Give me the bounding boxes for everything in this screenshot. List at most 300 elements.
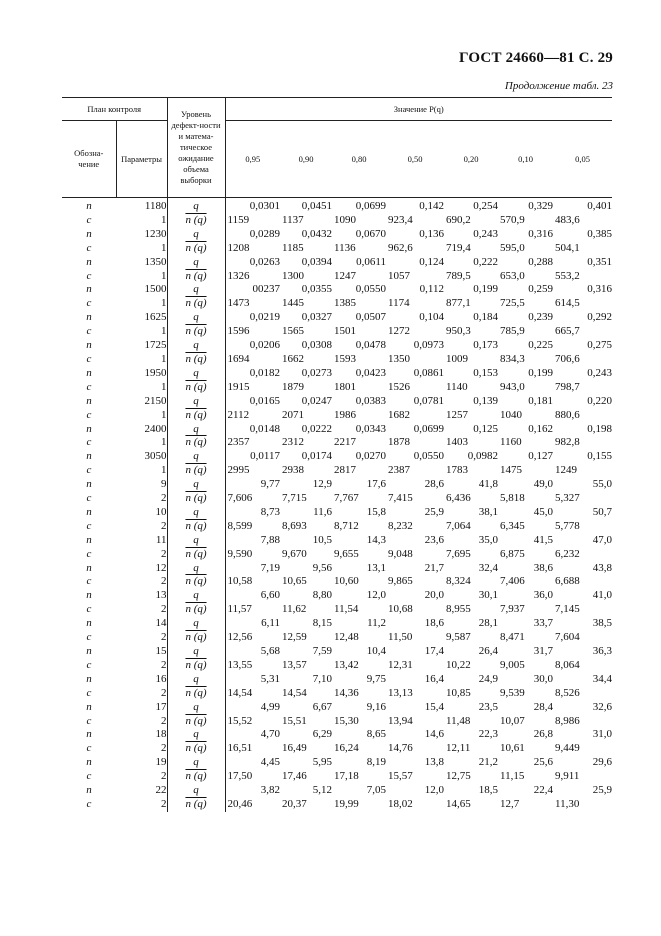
table-row (62, 756, 612, 770)
level-symbol: q (193, 366, 199, 379)
value-cell: 11,30 (555, 797, 580, 810)
designation-cell: n (86, 422, 92, 435)
value-cell: 24,9 (478, 672, 498, 685)
level-symbol: n (q) (185, 352, 207, 365)
value-cell: 9,449 (555, 742, 580, 755)
value-cell: 504,1 (555, 241, 580, 254)
value-cell: 7,767 (334, 492, 359, 505)
designation-cell: c (86, 464, 92, 477)
level-symbol: n (q) (185, 325, 207, 338)
value-cell: 6,232 (555, 547, 580, 560)
level-cell (167, 562, 225, 576)
parameter-cell: 1 (116, 464, 167, 478)
value-cell: 1247 (334, 269, 356, 282)
value-cell: 0,316 (587, 283, 612, 296)
designation-cell: n (86, 450, 92, 463)
designation-cell: c (86, 408, 92, 421)
parameter-cell: 1 (116, 409, 167, 423)
designation-cell: n (86, 756, 92, 769)
value-cell: 17,46 (282, 770, 307, 783)
value-cell: 8,599 (227, 519, 253, 532)
table-header (62, 98, 612, 198)
level-symbol: q (193, 756, 199, 769)
probability-header: 0,80 (351, 153, 367, 164)
value-cell: 9,590 (227, 547, 253, 560)
value-cell: 0,0270 (355, 450, 386, 463)
value-cell: 29,6 (592, 756, 612, 769)
table-row (62, 548, 612, 562)
value-cell: 2357 (227, 436, 250, 449)
parameter-cell: 19 (116, 756, 167, 770)
value-cell: 11,57 (227, 603, 252, 616)
table-row (62, 728, 612, 742)
level-cell (167, 548, 225, 562)
parameter-cell: 11 (116, 534, 167, 548)
parameter-cell: 12 (116, 562, 167, 576)
designation-cell: n (86, 227, 92, 240)
value-cell: 0,125 (473, 422, 498, 435)
value-cell: 25,9 (592, 784, 612, 797)
value-cell: 0,155 (587, 450, 612, 463)
value-cell: 0,351 (587, 255, 612, 268)
level-cell (167, 534, 225, 548)
level-cell (167, 659, 225, 673)
level-symbol: n (q) (185, 213, 207, 226)
value-cell: 0,288 (528, 255, 553, 268)
value-cell: 7,606 (227, 492, 253, 505)
value-cell: 9,56 (312, 561, 332, 574)
value-cell: 0,0550 (355, 283, 386, 296)
designation-cell: n (86, 617, 92, 630)
value-cell: 0,173 (473, 339, 498, 352)
value-cell: 14,54 (282, 686, 307, 699)
value-cell: 11,15 (500, 770, 525, 783)
value-cell: 1249 (555, 464, 577, 477)
value-cell: 12,0 (366, 589, 386, 602)
value-cell: 8,15 (312, 617, 332, 630)
value-cell: 789,5 (446, 269, 471, 282)
value-cell: 0,0273 (301, 366, 332, 379)
level-symbol: q (193, 339, 199, 352)
parameter-cell: 1 (116, 381, 167, 395)
value-cell: 4,99 (260, 700, 280, 713)
table-row (62, 395, 612, 409)
value-cell: 1009 (446, 352, 468, 365)
value-cell: 0,0222 (301, 422, 332, 435)
level-cell (167, 242, 225, 256)
level-symbol: n (q) (185, 380, 207, 393)
probability-header: 0,95 (245, 153, 261, 164)
designation-cell: c (86, 714, 92, 727)
value-cell: 1174 (388, 297, 410, 310)
designation-cell: n (86, 784, 92, 797)
value-cell: 0,124 (419, 255, 444, 268)
value-cell: 12,9 (312, 478, 332, 491)
value-cell: 0,184 (473, 311, 498, 324)
value-cell: 10,68 (388, 603, 413, 616)
value-cell: 0,0174 (301, 450, 332, 463)
value-cell: 725,5 (500, 297, 525, 310)
value-cell: 28,1 (478, 617, 498, 630)
level-cell (167, 506, 225, 520)
value-cell: 16,51 (227, 742, 253, 755)
value-cell: 0,112 (419, 283, 444, 296)
value-cell: 25,6 (533, 756, 553, 769)
level-symbol: q (193, 394, 199, 407)
level-cell (167, 645, 225, 659)
table-row (62, 784, 612, 798)
value-cell: 1257 (446, 408, 468, 421)
value-cell: 1090 (334, 213, 356, 226)
value-cell: 0,239 (528, 311, 553, 324)
level-cell (167, 409, 225, 423)
value-cell: 2995 (227, 464, 250, 477)
value-cell: 7,604 (555, 631, 580, 644)
value-cell: 7,064 (446, 519, 471, 532)
parameter-cell: 1 (116, 270, 167, 284)
level-cell (167, 381, 225, 395)
value-cell: 10,07 (500, 714, 525, 727)
value-cell: 17,6 (366, 478, 386, 491)
level-cell (167, 297, 225, 311)
value-cell: 7,695 (446, 547, 471, 560)
designation-cell: n (86, 645, 92, 657)
value-cell: 1596 (227, 325, 250, 338)
value-cell: 0,0247 (301, 394, 332, 407)
parameter-cell: 2 (116, 687, 167, 701)
value-cell: 28,6 (424, 478, 444, 491)
value-cell: 34,4 (592, 672, 612, 685)
level-cell (167, 325, 225, 339)
value-cell: 16,49 (282, 742, 307, 755)
level-symbol: q (193, 589, 199, 602)
value-cell: 5,327 (555, 492, 580, 505)
parameter-cell: 1 (116, 325, 167, 339)
value-cell: 1403 (446, 436, 468, 449)
page-header: ГОСТ 24660—81 С. 29 (459, 50, 613, 66)
value-cell: 7,19 (260, 561, 280, 574)
value-cell: 1326 (227, 269, 250, 282)
value-cell: 6,436 (446, 492, 471, 505)
value-cell: 0,0206 (249, 339, 280, 352)
value-cell: 7,59 (312, 645, 332, 657)
value-cell: 17,50 (227, 770, 253, 783)
value-cell: 1986 (334, 408, 356, 421)
table-row (62, 409, 612, 423)
designation-cell: c (86, 352, 92, 365)
value-cell: 10,58 (227, 575, 253, 588)
value-cell: 8,80 (312, 589, 332, 602)
level-cell (167, 478, 225, 492)
level-cell (167, 450, 225, 464)
parameter-cell: 1350 (116, 256, 167, 270)
level-header: Уровень дефект-ности и матема-тическое ожидание объема выборки (167, 98, 225, 198)
value-cell: 1879 (282, 380, 304, 393)
value-cell: 2112 (227, 408, 250, 421)
value-cell: 25,9 (424, 505, 444, 518)
table-row (62, 478, 612, 492)
designation-cell: c (86, 297, 92, 310)
designation-cell: c (86, 241, 92, 254)
level-cell (167, 270, 225, 284)
parameter-cell: 15 (116, 645, 167, 659)
value-cell: 23,6 (424, 533, 444, 546)
parameter-cell: 2 (116, 492, 167, 506)
value-cell: 00237 (252, 283, 280, 296)
value-cell: 0,0611 (356, 255, 386, 268)
value-cell: 7,937 (500, 603, 525, 616)
value-cell: 11,62 (282, 603, 307, 616)
value-cell: 614,5 (555, 297, 580, 310)
value-cell: 1682 (388, 408, 410, 421)
value-cell: 880,6 (555, 408, 580, 421)
value-cell: 11,48 (446, 714, 471, 727)
value-cell: 0,139 (473, 394, 498, 407)
table-row (62, 450, 612, 464)
value-cell: 12,56 (227, 631, 253, 644)
level-cell (167, 395, 225, 409)
value-cell: 5,818 (500, 492, 525, 505)
parameter-cell: 2 (116, 575, 167, 589)
value-cell: 0,0982 (467, 450, 498, 463)
value-cell: 2071 (282, 408, 304, 421)
value-cell: 10,60 (334, 575, 359, 588)
designation-cell: n (86, 533, 92, 546)
table-row (62, 492, 612, 506)
value-cell: 834,3 (500, 352, 525, 365)
value-cell: 1272 (388, 325, 410, 338)
value-cell: 15,4 (424, 700, 444, 713)
value-cell: 9,865 (388, 575, 413, 588)
level-symbol: q (193, 645, 199, 657)
value-cell: 0,0478 (355, 339, 386, 352)
table-row (62, 311, 612, 325)
plan-header: План контроля (62, 98, 167, 121)
value-cell: 5,778 (555, 519, 580, 532)
value-cell: 1445 (282, 297, 304, 310)
table-row (62, 506, 612, 520)
value-cell: 30,0 (533, 672, 553, 685)
level-cell (167, 311, 225, 325)
table-row (62, 534, 612, 548)
value-cell: 31,7 (533, 645, 553, 657)
level-cell (167, 715, 225, 729)
parameter-cell: 16 (116, 673, 167, 687)
value-cell: 14,36 (334, 686, 359, 699)
table-row (62, 770, 612, 784)
value-cell: 0,0432 (301, 227, 332, 240)
value-cell: 1140 (446, 380, 468, 393)
value-cell: 13,42 (334, 658, 359, 671)
parameter-cell: 2150 (116, 395, 167, 409)
level-symbol: q (193, 784, 199, 797)
value-cell: 962,6 (388, 241, 413, 254)
value-cell: 0,0699 (355, 200, 386, 212)
level-cell (167, 353, 225, 367)
level-cell (167, 214, 225, 228)
value-cell: 6,875 (500, 547, 525, 560)
value-cell: 1160 (500, 436, 522, 449)
table-row (62, 381, 612, 395)
value-group-header: Значение P(q) (225, 98, 612, 121)
table-row (62, 325, 612, 339)
value-cell: 1208 (227, 241, 250, 254)
value-cell: 14,65 (446, 797, 471, 810)
value-cell: 7,88 (260, 533, 280, 546)
parameter-cell: 1 (116, 436, 167, 450)
value-cell: 38,1 (478, 505, 498, 518)
level-symbol: n (q) (185, 492, 207, 505)
table-row (62, 339, 612, 353)
value-cell: 15,30 (334, 714, 359, 727)
value-cell: 0,0327 (301, 311, 332, 324)
level-cell (167, 464, 225, 478)
value-cell: 1501 (334, 325, 356, 338)
value-cell: 0,0507 (355, 311, 386, 324)
designation-cell: n (86, 283, 92, 296)
value-cell: 9,587 (446, 631, 471, 644)
value-cell: 22,4 (533, 784, 553, 797)
value-cell: 10,4 (366, 645, 386, 657)
parameter-cell: 22 (116, 784, 167, 798)
value-cell: 13,55 (227, 658, 253, 671)
designation-cell: c (86, 742, 92, 755)
value-cell: 6,60 (260, 589, 280, 602)
parameter-cell: 1230 (116, 228, 167, 242)
value-cell: 1385 (334, 297, 356, 310)
level-symbol: q (193, 728, 199, 741)
value-cell: 49,0 (533, 478, 553, 491)
parameter-cell: 3050 (116, 450, 167, 464)
value-cell: 36,0 (533, 589, 553, 602)
value-cell: 0,0301 (249, 200, 280, 212)
value-cell: 8,471 (500, 631, 525, 644)
value-cell: 785,9 (500, 325, 525, 338)
value-cell: 950,3 (446, 325, 471, 338)
value-cell: 9,670 (282, 547, 307, 560)
table-row (62, 353, 612, 367)
designation-cell: c (86, 575, 92, 588)
value-cell: 0,0148 (249, 422, 280, 435)
level-symbol: n (q) (185, 269, 207, 282)
value-cell: 21,2 (478, 756, 498, 769)
value-cell: 5,12 (312, 784, 332, 797)
value-cell: 6,67 (312, 700, 332, 713)
value-cell: 0,199 (473, 283, 498, 296)
level-symbol: q (193, 561, 199, 574)
value-cell: 1136 (334, 241, 356, 254)
designation-cell: c (86, 770, 92, 783)
level-symbol: q (193, 533, 199, 546)
value-cell: 15,8 (366, 505, 386, 518)
value-cell: 5,68 (260, 645, 280, 657)
value-cell: 9,77 (260, 478, 280, 491)
value-cell: 1185 (282, 241, 304, 254)
value-cell: 4,45 (260, 756, 280, 769)
designation-cell: c (86, 658, 92, 671)
designation-cell: n (86, 366, 92, 379)
level-cell (167, 198, 225, 214)
value-cell: 19,99 (334, 797, 359, 810)
parameter-cell: 2 (116, 659, 167, 673)
level-symbol: n (q) (185, 547, 207, 560)
value-cell: 0,316 (528, 227, 553, 240)
designation-cell: c (86, 797, 92, 810)
level-cell (167, 701, 225, 715)
value-cell: 665,7 (555, 325, 580, 338)
value-cell: 13,1 (366, 561, 386, 574)
designation-cell: c (86, 631, 92, 644)
parameter-cell: 1 (116, 214, 167, 228)
value-cell: 0,0219 (249, 311, 280, 324)
value-cell: 14,76 (388, 742, 413, 755)
value-cell: 17,18 (334, 770, 359, 783)
designation-cell: n (86, 672, 92, 685)
value-cell: 0,243 (587, 366, 612, 379)
value-cell: 1593 (334, 352, 356, 365)
value-cell: 11,6 (313, 505, 332, 518)
parameter-cell: 2 (116, 603, 167, 617)
value-cell: 6,29 (312, 728, 332, 741)
value-cell: 0,153 (473, 366, 498, 379)
designation-cell: c (86, 269, 92, 282)
value-cell: 36,3 (592, 645, 612, 657)
value-cell: 8,65 (366, 728, 386, 741)
value-cell: 0,104 (419, 311, 444, 324)
level-symbol: q (193, 450, 199, 463)
level-symbol: n (q) (185, 631, 207, 644)
value-cell: 30,1 (478, 589, 498, 602)
level-cell (167, 770, 225, 784)
value-cell: 0,0308 (301, 339, 332, 352)
value-cell: 14,54 (227, 686, 253, 699)
value-cell: 12,7 (500, 797, 520, 810)
value-cell: 553,2 (555, 269, 580, 282)
value-cell: 26,8 (533, 728, 553, 741)
value-cell: 653,0 (500, 269, 525, 282)
value-cell: 0,127 (528, 450, 553, 463)
table-continuation-label: Продолжение табл. 23 (504, 80, 613, 92)
value-cell: 1801 (334, 380, 356, 393)
value-cell: 2387 (388, 464, 410, 477)
level-cell (167, 520, 225, 534)
designation-cell: n (86, 478, 92, 491)
designation-cell: c (86, 213, 92, 226)
value-cell: 1475 (500, 464, 522, 477)
value-cell: 0,401 (587, 200, 612, 212)
value-cell: 9,655 (334, 547, 359, 560)
table-row (62, 520, 612, 534)
table-row (62, 198, 612, 214)
value-cell: 11,54 (334, 603, 359, 616)
value-cell: 33,7 (533, 617, 553, 630)
value-cell: 41,0 (592, 589, 612, 602)
value-cell: 7,415 (388, 492, 413, 505)
value-cell: 16,24 (334, 742, 359, 755)
level-symbol: n (q) (185, 686, 207, 699)
value-cell: 1783 (446, 464, 468, 477)
value-cell: 8,955 (446, 603, 471, 616)
parameter-cell: 1 (116, 297, 167, 311)
value-cell: 570,9 (500, 213, 525, 226)
level-cell (167, 589, 225, 603)
table-row (62, 687, 612, 701)
value-cell: 0,0289 (249, 227, 280, 240)
value-cell: 1350 (388, 352, 410, 365)
probability-header: 0,05 (575, 153, 590, 164)
value-cell: 28,4 (533, 700, 553, 713)
value-cell: 0,0383 (355, 394, 386, 407)
